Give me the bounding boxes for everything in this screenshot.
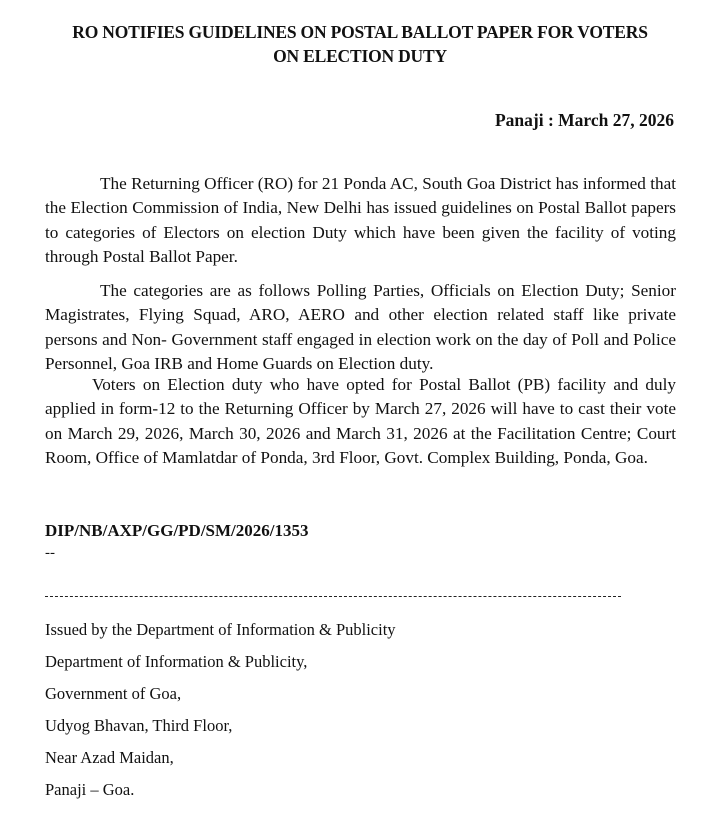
paragraph-categories: The categories are as follows Polling Parties, Officials on Election Duty; Senior Magistrates, Flying Squad, ARO, AERO and other election related staff like private persons and Non- Government staff engaged in election work on the day of Poll and Police Personnel, Goa IRB and Home Guards on Election duty. bbox=[45, 281, 676, 373]
dateline: Panaji : March 27, 2026 bbox=[494, 110, 674, 130]
dashed-separator bbox=[45, 596, 621, 597]
landmark-line: Near Azad Maidan, bbox=[45, 748, 174, 767]
short-dashes: -- bbox=[45, 545, 55, 561]
city-line: Panaji – Goa. bbox=[45, 780, 135, 799]
issued-by-line: Issued by the Department of Information & Publicity bbox=[45, 620, 396, 639]
reference-number: DIP/NB/AXP/GG/PD/SM/2026/1353 bbox=[45, 521, 309, 540]
issuer-address-block bbox=[45, 617, 396, 809]
title-line-1: RO NOTIFIES GUIDELINES ON POSTAL BALLOT PAPER FOR VOTERS bbox=[72, 22, 648, 42]
paragraph-voting-dates: Voters on Election duty who have opted for Postal Ballot (PB) facility and duly applied in form-12 to the Returning Officer by March 27, 2026 will have to cast their vote on March 29, 2026, March 30, 2026 and March 31, 2026 at the Facilitation Centre; Court Room, Office of Mamlatdar of Ponda, 3rd Floor, Govt. Complex Building, Ponda, Goa. bbox=[45, 375, 676, 467]
press-release-title bbox=[20, 20, 700, 68]
department-line: Department of Information & Publicity, bbox=[45, 652, 308, 671]
paragraph-returning-officer: The Returning Officer (RO) for 21 Ponda AC, South Goa District has informed that the Election Commission of India, New Delhi has issued guidelines on Postal Ballot papers to categories of Electors on election Duty which have been given the facility of voting through Postal Ballot Paper. bbox=[45, 174, 676, 266]
building-line: Udyog Bhavan, Third Floor, bbox=[45, 716, 233, 735]
title-line-2: ON ELECTION DUTY bbox=[273, 46, 447, 66]
government-line: Government of Goa, bbox=[45, 684, 182, 703]
